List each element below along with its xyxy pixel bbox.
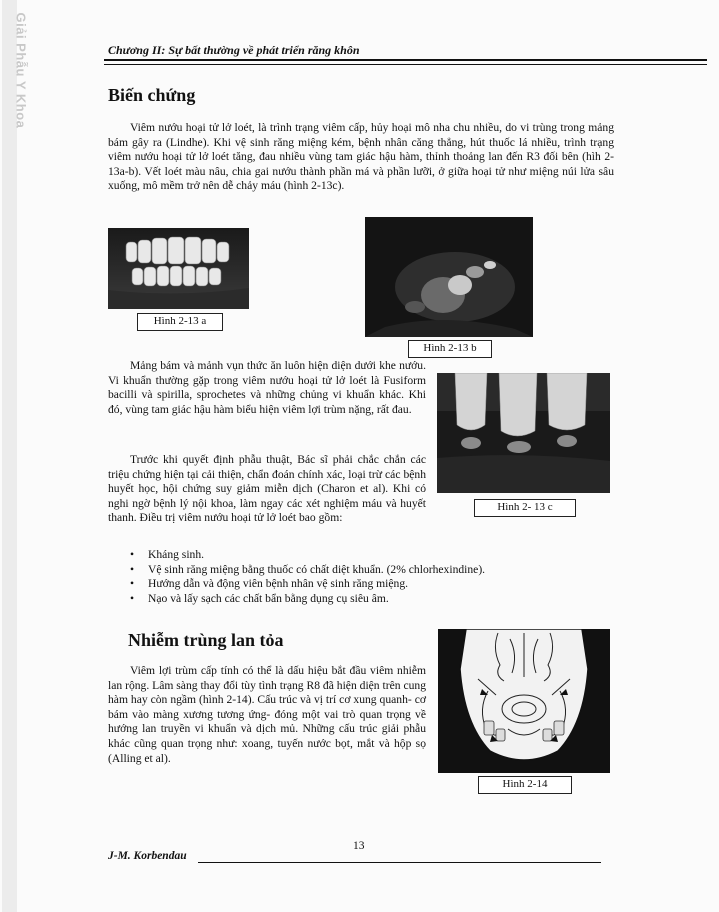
- figure-2-13c-photo: [437, 373, 610, 493]
- section1-paragraph: Viêm nướu hoại tử lở loét, là trình trạng viêm cấp, hủy hoại mô nha chu nhiều, do vi trùng trong mảng bám gây ra (Lindhe). Khi vệ sinh răng miệng kém, bệnh nhân căng thẳng, hút thuốc lá nhiều, trình trạng viêm nướu hoại tử lở loét tăng, đau nhiều vùng tam giác hậu hàm, thỉnh thoảng lan đến R3 đối bên (hìh 2-13a-b). Vết loét màu nâu, chia gai nướu thành phần má và phần lưỡi, ở giữa hoại tử như miệng núi lửa sâu xuống, mô mềm trở nên dễ chảy máu (hình 2-13c).: [108, 121, 614, 193]
- paragraph-treatment: Trước khi quyết định phẫu thuật, Bác sĩ phải chắc chắn các triệu chứng hiện tại cải thiện, chẩn đoán chính xác, loại trừ các bệnh huyết học, hội chứng suy giảm miễn dịch (Charon et al). Khi có nghi ngờ bệnh lý nội khoa, làm ngay các xét nghiệm máu và huyết thanh. Điều trị viêm nướu hoại tử lở loét bao gồm:: [108, 453, 426, 525]
- list-item: • Kháng sinh.: [108, 548, 485, 563]
- header-rule-thick: [104, 59, 707, 61]
- treatment-list: [108, 548, 485, 606]
- list-item: • Vệ sinh răng miệng bằng thuốc có chất diệt khuẩn. (2% chlorhexindine).: [108, 563, 485, 578]
- section2-paragraph: Viêm lợi trùm cấp tính có thể là dấu hiệu bắt đầu viêm nhiễm lan rộng. Lâm sàng thay đổi tùy tình trạng R8 đã hiện diện trên cung hàm hay còn ngầm (hình 2-14). Cấu trúc và vị trí cơ xung quanh- cơ bám vào màng xương tương ứng- đóng một vai trò quan trọng về hướng lan truyền vi khuẩn và dịch mủ. Những cấu trúc giải phẫu khác cũng quan trọng như: xoang, tuyến nước bọt, mắt và hộp sọ (Alling et al).: [108, 664, 426, 765]
- section-title-complications: Biến chứng: [108, 85, 196, 105]
- watermark: Giải Phẫu Y Khoa: [13, 12, 29, 129]
- header-rule-thin: [104, 64, 707, 65]
- chapter-header: Chương II: Sự bất thường về phát triển răng khôn: [108, 43, 360, 57]
- figure-2-13b-caption: Hình 2-13 b: [408, 340, 492, 358]
- footer-rule: [198, 862, 601, 863]
- figure-2-13b-photo: [365, 217, 533, 337]
- left-margin-strip: [2, 0, 29, 912]
- footer-author: J-M. Korbendau: [108, 850, 187, 862]
- figure-2-13a-caption: Hình 2-13 a: [137, 313, 223, 331]
- figure-2-14-caption: Hình 2-14: [478, 776, 572, 794]
- paragraph-plaque: Mảng bám và mảnh vụn thức ăn luôn hiện diện dưới khe nướu. Vi khuẩn thường gặp trong viêm nướu hoại tử lở loét là Fusiform bacilli và spirilla, sprochetes và những chủng vi khuẩn khác. Khi đó, vùng tam giác hậu hàm biểu hiện viêm lợi trùm nặng, rất đau.: [108, 359, 426, 416]
- figure-2-13c-caption: Hình 2- 13 c: [474, 499, 576, 517]
- section-title-spreading-infection: Nhiễm trùng lan tỏa: [128, 630, 284, 650]
- page-number: 13: [353, 840, 365, 852]
- list-item: • Hướng dẫn và động viên bệnh nhân vệ sinh răng miệng.: [108, 577, 485, 592]
- list-item: • Nạo và lấy sạch các chất bẩn bằng dụng cụ siêu âm.: [108, 592, 485, 607]
- figure-2-13a-photo: [108, 228, 249, 309]
- figure-2-14-diagram: [438, 629, 610, 773]
